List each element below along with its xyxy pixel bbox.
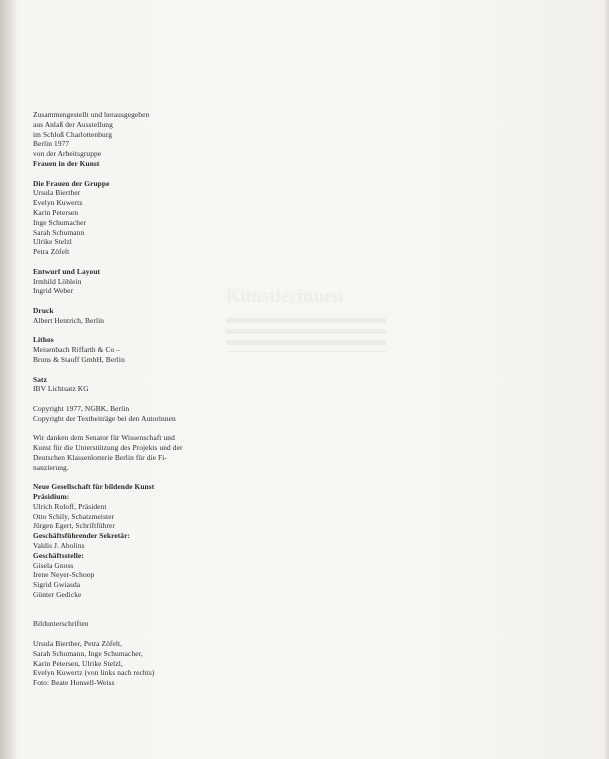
layout-name: Ingrid Weber (33, 286, 74, 296)
caption-heading: Bildunterschriften (33, 619, 89, 629)
caption-line: Sarah Schumann, Inge Schumacher, (33, 648, 143, 658)
intro-line: aus Anlaß der Ausstellung (33, 119, 113, 129)
intro-line: im Schloß Charlottenburg (33, 129, 113, 139)
thanks-line: Deutschen Klassenlotterie Berlin für die Fi- (33, 452, 167, 462)
lithos-line: Bruns & Stauff GmbH, Berlin (33, 354, 125, 364)
sekretaer-label: Geschäftsführender Sekretär: (33, 531, 131, 541)
page-gutter-shadow (0, 0, 18, 759)
member-name: Inge Schumacher (33, 217, 87, 227)
ngbk-heading: Neue Gesellschaft für bildende Kunst (33, 482, 155, 492)
group-heading: Die Frauen der Gruppe (33, 178, 110, 188)
copyright-line: Copyright 1977, NGBK, Berlin (33, 403, 130, 413)
member-name: Petra Zöfelt (33, 247, 70, 257)
caption-line: Evelyn Kuwertz (von links nach rechts) (33, 668, 155, 678)
sekretaer-name: Valdis J. Abolins (33, 541, 85, 551)
show-through-title: Künstlerinnen (226, 286, 344, 307)
copyright-line: Copyright der Textbeiträge bei den Autorinnen (33, 413, 176, 423)
intro-line: Berlin 1977 (33, 139, 70, 149)
geschaeftsstelle-member: Sigrid Gwiasda (33, 580, 81, 590)
intro-line: von der Arbeitsgruppe (33, 149, 102, 159)
druck-line: Albert Hentrich, Berlin (33, 315, 105, 325)
layout-name: Irmhild Löhlein (33, 276, 82, 286)
praesidium-label: Präsidium: (33, 492, 70, 502)
geschaeftsstelle-member: Günter Gedicke (33, 590, 82, 600)
colophon (33, 110, 253, 688)
lithos-heading: Lithos (33, 335, 54, 345)
caption-line: Ursula Bierther, Petra Zöfelt, (33, 639, 123, 649)
praesidium-member: Jürgen Egert, Schriftführer (33, 521, 115, 531)
geschaeftsstelle-member: Irene Neyer-Schoop (33, 570, 95, 580)
druck-heading: Druck (33, 305, 54, 315)
geschaeftsstelle-label: Geschäftsstelle: (33, 550, 84, 560)
member-name: Ursula Bierther (33, 188, 81, 198)
group-name: Frauen in der Kunst (33, 158, 100, 168)
satz-heading: Satz (33, 374, 47, 384)
caption-line: Karin Petersen, Ulrike Stelzl, (33, 658, 123, 668)
lithos-line: Meisenbach Riffarth & Co – (33, 345, 121, 355)
layout-heading: Entwurf und Layout (33, 266, 101, 276)
geschaeftsstelle-member: Gisela Gnoss (33, 560, 74, 570)
thanks-line: Kunst für die Unterstützung des Projekts und der (33, 443, 183, 453)
praesidium-member: Ulrich Roloff, Präsident (33, 501, 107, 511)
member-name: Ulrike Stelzl (33, 237, 72, 247)
member-name: Sarah Schumann (33, 227, 85, 237)
member-name: Evelyn Kuwertz (33, 198, 83, 208)
thanks-line: nanzierung. (33, 462, 69, 472)
caption-line: Foto: Beate Honsell-Weiss (33, 678, 115, 688)
member-name: Karin Petersen (33, 207, 79, 217)
page-edge (603, 0, 609, 759)
praesidium-member: Otto Schily, Schatzmeister (33, 511, 115, 521)
satz-line: IBV Lichtsatz KG (33, 384, 89, 394)
intro-line: Zusammengestellt und herausgegeben (33, 110, 150, 119)
thanks-line: Wir danken dem Senator für Wissenschaft und (33, 433, 175, 443)
